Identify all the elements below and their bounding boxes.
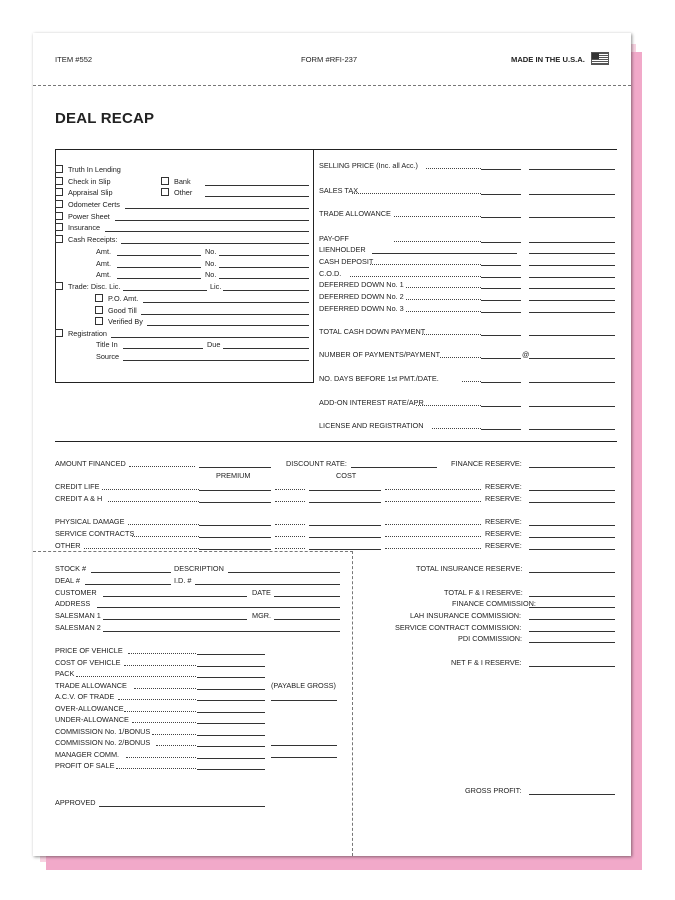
- amount-line[interactable]: [529, 406, 615, 407]
- right-field-label: CASH DEPOSIT: [319, 257, 374, 266]
- reserve-line[interactable]: [529, 502, 615, 503]
- net-fi-reserve-label: NET F & I RESERVE:: [451, 658, 522, 667]
- amount-line[interactable]: [529, 382, 615, 383]
- amount-line[interactable]: [197, 723, 265, 724]
- checkbox-truth-in-lending[interactable]: Truth In Lending: [55, 165, 121, 174]
- finance-commission-label: FINANCE COMMISSION:: [452, 599, 536, 608]
- amount-line[interactable]: [529, 288, 615, 289]
- right-field-label: DEFERRED DOWN No. 3: [319, 304, 404, 313]
- amount-line[interactable]: [529, 335, 615, 336]
- right-field-label: DEFERRED DOWN No. 1: [319, 280, 404, 289]
- salesman-2-label: SALESMAN 2: [55, 623, 101, 632]
- amount-line[interactable]: [197, 712, 265, 713]
- input-line[interactable]: [481, 265, 521, 266]
- cost-line[interactable]: [309, 537, 381, 538]
- amount-line[interactable]: [529, 358, 615, 359]
- gross-profit-label: GROSS PROFIT:: [465, 786, 522, 795]
- made-in-usa: MADE IN THE U.S.A.: [511, 55, 585, 64]
- right-field-label: ADD-ON INTEREST RATE/APR: [319, 398, 424, 407]
- deal-line-label: TRADE ALLOWANCE: [55, 680, 127, 690]
- perforation-line: [33, 551, 353, 552]
- deal-line-label: OVER-ALLOWANCE: [55, 703, 124, 713]
- lah-insurance-commission-label: LAH INSURANCE COMMISSION:: [410, 611, 522, 620]
- reserve-line[interactable]: [529, 549, 615, 550]
- checkbox-odometer-certs[interactable]: Odometer Certs: [55, 200, 120, 209]
- deal-line-label: COMMISSION No. 1/BONUS: [55, 726, 151, 736]
- input-line[interactable]: [481, 169, 521, 170]
- input-line[interactable]: [481, 217, 521, 218]
- checkbox-other[interactable]: Other: [161, 188, 192, 197]
- reserve-line[interactable]: [529, 525, 615, 526]
- section-divider-middle: [55, 441, 617, 442]
- us-flag-icon: [591, 52, 609, 65]
- amount-line[interactable]: [529, 429, 615, 430]
- amount-line[interactable]: [529, 253, 615, 254]
- right-field-label: C.O.D.: [319, 269, 342, 278]
- reserve-label: RESERVE:: [485, 541, 522, 550]
- amount-line[interactable]: [529, 217, 615, 218]
- amount-line[interactable]: [197, 689, 265, 690]
- finance-reserve-label: FINANCE RESERVE:: [451, 459, 522, 468]
- discount-rate-label: DISCOUNT RATE:: [286, 459, 347, 468]
- checkbox-check-in-slip[interactable]: Check in Slip: [55, 177, 111, 186]
- input-line[interactable]: [372, 253, 517, 254]
- deal-recap-form: [33, 33, 631, 856]
- amount-line[interactable]: [197, 758, 265, 759]
- premium-header: PREMIUM: [216, 471, 251, 480]
- reserve-label: RESERVE:: [485, 529, 522, 538]
- lic-label: Lic.: [210, 282, 222, 291]
- source-label: Source: [96, 352, 120, 361]
- insurance-row-label: CREDIT A & H: [55, 494, 103, 503]
- input-line[interactable]: [481, 288, 521, 289]
- pdi-commission-label: PDI COMMISSION:: [458, 634, 523, 643]
- input-line[interactable]: [481, 194, 521, 195]
- insurance-row-label: PHYSICAL DAMAGE: [55, 517, 125, 526]
- total-fi-reserve-label: TOTAL F & I RESERVE:: [444, 588, 523, 597]
- reserve-line[interactable]: [529, 537, 615, 538]
- right-field-label: PAY-OFF: [319, 234, 349, 243]
- checkbox-insurance[interactable]: Insurance: [55, 223, 100, 232]
- salesman-1-label: SALESMAN 1: [55, 611, 101, 620]
- input-line[interactable]: [481, 429, 521, 430]
- input-line[interactable]: [481, 277, 521, 278]
- right-field-label: NUMBER OF PAYMENTS/PAYMENT: [319, 350, 441, 359]
- amt-label: Amt.: [96, 259, 111, 268]
- deal-line-label: COMMISSION No. 2/BONUS: [55, 738, 151, 747]
- insurance-row-label: CREDIT LIFE: [55, 482, 100, 491]
- right-field-label: NO. DAYS BEFORE 1st PMT./DATE.: [319, 374, 439, 383]
- premium-line[interactable]: [199, 549, 271, 550]
- checkbox-good-till[interactable]: Good Till: [95, 306, 137, 315]
- right-field-label: LIENHOLDER: [319, 245, 366, 254]
- amount-line[interactable]: [529, 265, 615, 266]
- customer-label: CUSTOMER: [55, 588, 97, 597]
- checkbox-verified-by[interactable]: Verified By: [95, 317, 143, 326]
- input-line[interactable]: [481, 406, 521, 407]
- checkbox-power-sheet[interactable]: Power Sheet: [55, 212, 110, 221]
- checkbox-po-amt[interactable]: P.O. Amt.: [95, 294, 138, 303]
- input-line[interactable]: [481, 382, 521, 383]
- insurance-row-label: OTHER: [55, 541, 81, 550]
- input-line[interactable]: [481, 312, 521, 313]
- amount-line[interactable]: [529, 169, 615, 170]
- checkbox-bank[interactable]: Bank: [161, 177, 191, 186]
- reserve-line[interactable]: [529, 490, 615, 491]
- input-line[interactable]: [481, 242, 521, 243]
- checkbox-appraisal-slip[interactable]: Appraisal Slip: [55, 188, 113, 197]
- cost-line[interactable]: [309, 549, 381, 550]
- date-label: DATE: [252, 588, 271, 597]
- checkbox-cash-receipts[interactable]: Cash Receipts:: [55, 235, 117, 244]
- cost-line[interactable]: [309, 490, 381, 491]
- amount-line[interactable]: [197, 769, 265, 770]
- right-field-label: SALES TAX: [319, 186, 359, 195]
- deal-number-label: DEAL #: [55, 576, 80, 585]
- no-label: No.: [205, 259, 217, 268]
- approved-label: APPROVED: [55, 798, 96, 807]
- checkbox-trade-disc-lic[interactable]: Trade: Disc. Lic.: [55, 282, 120, 291]
- perforation-line: [352, 551, 353, 856]
- at-sign: @: [522, 350, 530, 359]
- amount-line[interactable]: [529, 300, 615, 301]
- deal-line-label: PACK: [55, 669, 75, 678]
- page-title: DEAL RECAP: [55, 110, 155, 127]
- amount-financed-label: AMOUNT FINANCED: [55, 459, 126, 468]
- perforation-line: [33, 85, 631, 86]
- no-label: No.: [205, 270, 217, 279]
- deal-line-label: A.C.V. OF TRADE: [55, 692, 115, 701]
- amount-line[interactable]: [197, 746, 265, 747]
- cost-header: COST: [336, 471, 357, 480]
- amt-label: Amt.: [96, 247, 111, 256]
- cost-line[interactable]: [309, 502, 381, 503]
- amount-line[interactable]: [529, 312, 615, 313]
- title-in-label: Title In: [96, 340, 118, 349]
- premium-line[interactable]: [199, 537, 271, 538]
- amount-line[interactable]: [529, 277, 615, 278]
- reserve-label: RESERVE:: [485, 494, 522, 503]
- address-label: ADDRESS: [55, 599, 91, 608]
- reserve-label: RESERVE:: [485, 482, 522, 491]
- amount-line[interactable]: [197, 666, 265, 667]
- amount-line[interactable]: [529, 194, 615, 195]
- cost-line[interactable]: [309, 525, 381, 526]
- right-field-label: SELLING PRICE (Inc. all Acc.): [319, 161, 418, 170]
- total-insurance-reserve-label: TOTAL INSURANCE RESERVE:: [416, 564, 523, 573]
- deal-line-label: PROFIT OF SALE: [55, 761, 115, 770]
- right-field-label: TRADE ALLOWANCE: [319, 209, 391, 218]
- amount-line[interactable]: [197, 654, 265, 655]
- service-contract-commission-label: SERVICE CONTRACT COMMISSION:: [395, 623, 522, 632]
- no-label: No.: [205, 247, 217, 256]
- description-label: DESCRIPTION: [174, 564, 224, 573]
- insurance-row-label: SERVICE CONTRACTS: [55, 529, 135, 538]
- amount-line[interactable]: [197, 677, 265, 678]
- premium-line[interactable]: [199, 525, 271, 526]
- item-number: ITEM #552: [55, 55, 93, 64]
- right-field-label: DEFERRED DOWN No. 2: [319, 292, 404, 301]
- input-line[interactable]: [481, 300, 521, 301]
- deal-line-label: UNDER-ALLOWANCE: [55, 715, 129, 724]
- form-number: FORM #RFI-237: [301, 55, 358, 64]
- amount-line[interactable]: [197, 700, 265, 701]
- id-number-label: I.D. #: [174, 576, 192, 585]
- deal-line-label: PRICE OF VEHICLE: [55, 646, 123, 655]
- deal-line-label: COST OF VEHICLE: [55, 657, 121, 667]
- input-line[interactable]: [481, 335, 521, 336]
- amount-line[interactable]: [529, 242, 615, 243]
- input-line[interactable]: [481, 358, 521, 359]
- right-field-label: LICENSE AND REGISTRATION: [319, 421, 424, 430]
- deal-line-label: MANAGER COMM.: [55, 749, 120, 759]
- right-field-label: TOTAL CASH DOWN PAYMENT: [319, 327, 426, 336]
- premium-line[interactable]: [199, 502, 271, 503]
- amt-label: Amt.: [96, 270, 111, 279]
- due-label: Due: [207, 340, 221, 349]
- payable-gross-label: (PAYABLE GROSS): [271, 681, 336, 690]
- stock-label: STOCK #: [55, 564, 87, 573]
- reserve-label: RESERVE:: [485, 517, 522, 526]
- manager-label: MGR.: [252, 611, 272, 620]
- amount-line[interactable]: [197, 735, 265, 736]
- premium-line[interactable]: [199, 490, 271, 491]
- checkbox-registration[interactable]: Registration: [55, 329, 107, 338]
